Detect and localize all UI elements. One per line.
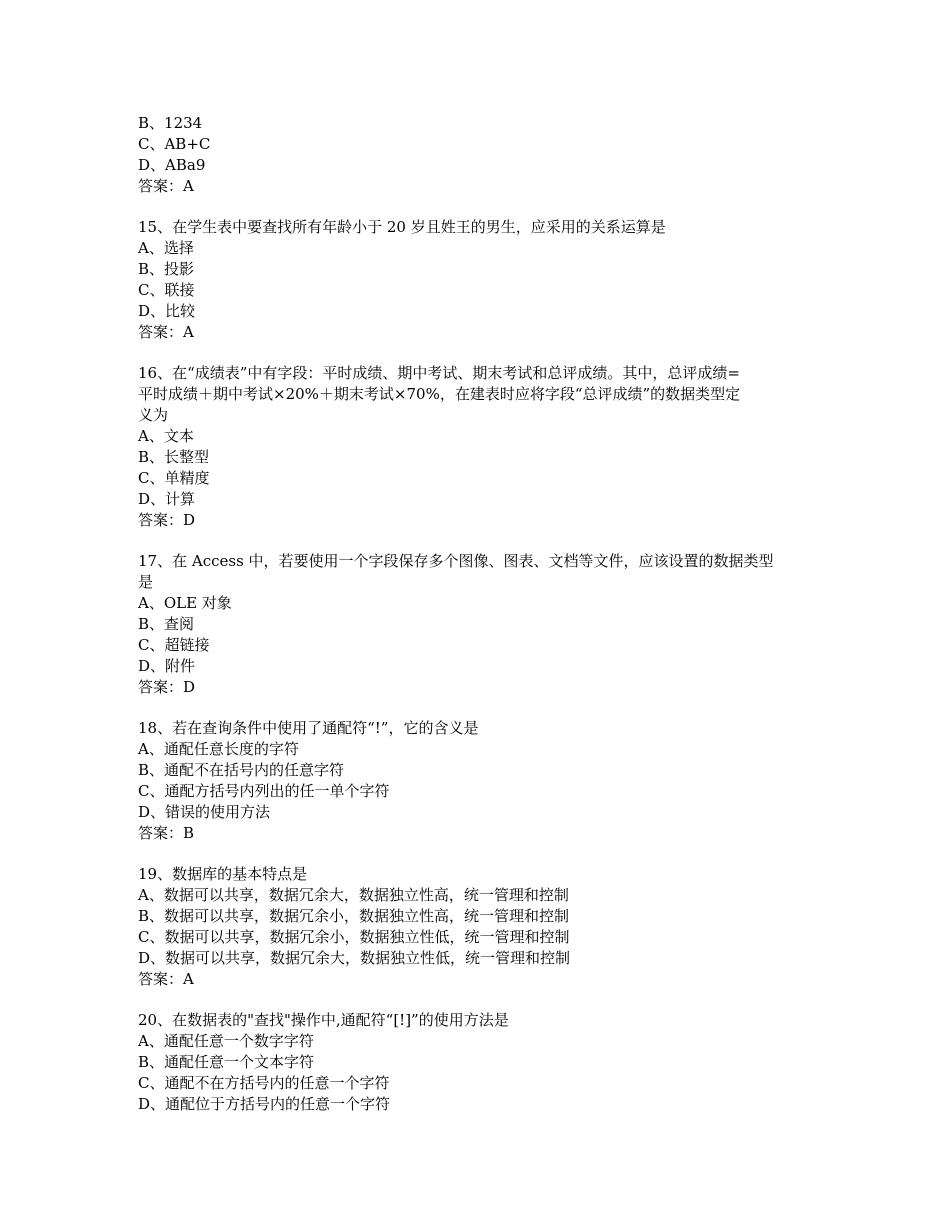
- option-b: B、数据可以共享，数据冗余小，数据独立性高，统一管理和控制: [138, 907, 570, 925]
- answer: 答案：D: [138, 511, 196, 529]
- answer: 答案：A: [138, 323, 194, 341]
- option-d: D、ABa9: [138, 156, 206, 174]
- option-c: C、单精度: [138, 469, 210, 487]
- option-d: D、通配位于方括号内的任意一个字符: [138, 1095, 391, 1113]
- question-16: [138, 363, 818, 531]
- question-text: 15、在学生表中要查找所有年龄小于 20 岁且姓王的男生，应采用的关系运算是: [138, 218, 666, 236]
- option-a: A、选择: [138, 239, 194, 257]
- answer: 答案：D: [138, 678, 196, 696]
- question-17: [138, 551, 818, 698]
- option-c: C、联接: [138, 281, 195, 299]
- question-14-tail: [138, 113, 818, 197]
- option-c: C、通配方括号内列出的任一单个字符: [138, 782, 390, 800]
- option-b: B、长整型: [138, 448, 210, 466]
- question-19: [138, 864, 818, 990]
- question-text: 18、若在查询条件中使用了通配符“!”，它的含义是: [138, 719, 479, 737]
- option-d: D、附件: [138, 657, 196, 675]
- option-c: C、超链接: [138, 636, 210, 654]
- question-18: [138, 718, 818, 844]
- option-b: B、1234: [138, 114, 203, 132]
- question-text: 19、数据库的基本特点是: [138, 865, 308, 883]
- question-text-line-1: 17、在 Access 中，若要使用一个字段保存多个图像、图表、文档等文件，应该设置的数据类型: [138, 552, 774, 570]
- question-text-line-2: 平时成绩＋期中考试×20%＋期末考试×70%，在建表时应将字段“总评成绩”的数据类型定: [138, 385, 741, 403]
- question-text-line-1: 16、在“成绩表”中有字段：平时成绩、期中考试、期末考试和总评成绩。其中，总评成绩=: [138, 364, 740, 382]
- answer: 答案：A: [138, 970, 194, 988]
- option-a: A、通配任意长度的字符: [138, 740, 299, 758]
- answer: 答案：B: [138, 824, 195, 842]
- question-20: [138, 1010, 818, 1115]
- option-d: D、数据可以共享，数据冗余大，数据独立性低，统一管理和控制: [138, 949, 571, 967]
- answer: 答案：A: [138, 177, 194, 195]
- option-a: A、文本: [138, 427, 194, 445]
- option-d: D、计算: [138, 490, 196, 508]
- question-15: [138, 217, 818, 343]
- question-text-line-3: 义为: [138, 406, 169, 424]
- option-d: D、错误的使用方法: [138, 803, 271, 821]
- question-text-line-2: 是: [138, 573, 154, 591]
- option-d: D、比较: [138, 302, 196, 320]
- option-b: B、投影: [138, 260, 195, 278]
- option-b: B、通配不在括号内的任意字符: [138, 761, 345, 779]
- question-text: 20、在数据表的"查找"操作中,通配符“[!]”的使用方法是: [138, 1011, 509, 1029]
- option-b: B、查阅: [138, 615, 195, 633]
- option-b: B、通配任意一个文本字符: [138, 1053, 315, 1071]
- option-a: A、数据可以共享，数据冗余大，数据独立性高，统一管理和控制: [138, 886, 569, 904]
- option-c: C、AB+C: [138, 135, 211, 153]
- question-list: [138, 113, 818, 1115]
- option-a: A、OLE 对象: [138, 594, 232, 612]
- option-a: A、通配任意一个数字字符: [138, 1032, 314, 1050]
- option-c: C、数据可以共享，数据冗余小，数据独立性低，统一管理和控制: [138, 928, 570, 946]
- option-c: C、通配不在方括号内的任意一个字符: [138, 1074, 390, 1092]
